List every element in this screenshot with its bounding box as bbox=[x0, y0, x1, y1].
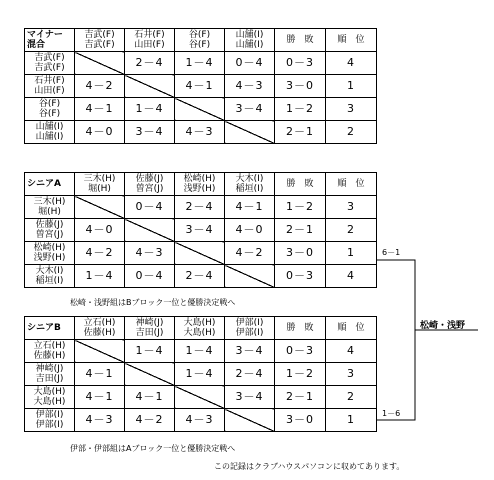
match-score: 4－2 bbox=[75, 242, 125, 265]
match-score: 1－4 bbox=[175, 52, 225, 75]
player-name: 石井(F) bbox=[134, 30, 165, 40]
win-loss-record: 1－2 bbox=[275, 196, 326, 219]
match-score: 0－4 bbox=[225, 52, 275, 75]
match-score: 4－1 bbox=[75, 98, 125, 121]
table-row bbox=[25, 196, 377, 219]
player-name: 伊部(I) bbox=[35, 410, 64, 420]
match-score: 4－0 bbox=[75, 121, 125, 144]
player-name: 大島(H) bbox=[183, 328, 216, 338]
rank-header: 順 位 bbox=[326, 173, 377, 196]
match-score: 1－4 bbox=[175, 363, 225, 386]
self-match-cell bbox=[75, 340, 125, 363]
row-player-header bbox=[25, 219, 75, 242]
block-title-line: シニアB bbox=[27, 323, 61, 333]
player-name: 三木(H) bbox=[83, 174, 116, 184]
table-row bbox=[25, 242, 377, 265]
block-title-line: シニアA bbox=[27, 179, 61, 189]
player-name: 吉武(F) bbox=[34, 53, 65, 63]
player-name: 山舗(I) bbox=[235, 30, 264, 40]
table-row bbox=[25, 386, 377, 409]
record-header: 勝 敗 bbox=[275, 29, 326, 52]
win-loss-record: 1－2 bbox=[275, 98, 326, 121]
rank-header: 順 位 bbox=[326, 317, 377, 340]
player-name: 伊部(I) bbox=[235, 328, 264, 338]
rank: 3 bbox=[326, 196, 377, 219]
record-header: 勝 敗 bbox=[275, 173, 326, 196]
table-row bbox=[25, 98, 377, 121]
player-name: 堀(H) bbox=[88, 184, 111, 194]
win-loss-record: 0－3 bbox=[275, 265, 326, 288]
column-player-header bbox=[225, 29, 275, 52]
round-robin-table-0 bbox=[24, 28, 377, 144]
win-loss-record: 1－2 bbox=[275, 363, 326, 386]
player-name: 堀(H) bbox=[38, 207, 61, 217]
player-name: 三木(H) bbox=[33, 197, 66, 207]
player-name: 谷(F) bbox=[188, 40, 211, 50]
rank: 2 bbox=[326, 121, 377, 144]
final-score-b: 1－6 bbox=[382, 409, 401, 418]
table-row bbox=[25, 265, 377, 288]
player-name: 立石(H) bbox=[83, 318, 116, 328]
table-row bbox=[25, 340, 377, 363]
block-a-note: 松崎・浅野組はBブロック一位と優勝決定戦へ bbox=[70, 298, 236, 307]
column-player-header bbox=[125, 317, 175, 340]
player-name: 伊部(I) bbox=[35, 420, 64, 430]
record-header: 勝 敗 bbox=[275, 317, 326, 340]
row-player-header bbox=[25, 121, 75, 144]
row-player-header bbox=[25, 386, 75, 409]
match-score: 4－2 bbox=[225, 242, 275, 265]
table-header-row bbox=[25, 173, 377, 196]
match-score: 0－4 bbox=[125, 265, 175, 288]
match-score: 1－4 bbox=[125, 340, 175, 363]
player-name: 松崎(H) bbox=[33, 243, 66, 253]
win-loss-record: 2－1 bbox=[275, 219, 326, 242]
block-title bbox=[25, 173, 75, 196]
self-match-cell bbox=[75, 196, 125, 219]
column-player-header bbox=[175, 317, 225, 340]
block-title bbox=[25, 29, 75, 52]
match-score: 2－4 bbox=[175, 196, 225, 219]
player-name: 佐藤(J) bbox=[35, 220, 64, 230]
player-name: 吉田(J) bbox=[135, 328, 164, 338]
final-score-a: 6－1 bbox=[382, 248, 401, 257]
self-match-cell bbox=[125, 363, 175, 386]
match-score: 3－4 bbox=[225, 340, 275, 363]
player-name: 稲垣(I) bbox=[235, 184, 264, 194]
player-name: 吉武(F) bbox=[34, 63, 65, 73]
match-score: 3－4 bbox=[225, 98, 275, 121]
player-name: 吉田(J) bbox=[35, 374, 64, 384]
match-score: 3－4 bbox=[175, 219, 225, 242]
self-match-cell bbox=[75, 52, 125, 75]
rank-header: 順 位 bbox=[326, 29, 377, 52]
row-player-header bbox=[25, 340, 75, 363]
player-name: 吉武(F) bbox=[84, 30, 115, 40]
match-score: 4－3 bbox=[225, 75, 275, 98]
player-name: 石井(F) bbox=[34, 76, 65, 86]
column-player-header bbox=[75, 173, 125, 196]
table-header-row bbox=[25, 317, 377, 340]
win-loss-record: 0－3 bbox=[275, 52, 326, 75]
final-winner: 松崎・浅野 bbox=[420, 321, 466, 331]
table-row bbox=[25, 219, 377, 242]
rank: 4 bbox=[326, 340, 377, 363]
match-score: 4－1 bbox=[75, 363, 125, 386]
column-player-header bbox=[75, 29, 125, 52]
match-score: 4－1 bbox=[175, 75, 225, 98]
self-match-cell bbox=[125, 219, 175, 242]
block-title bbox=[25, 317, 75, 340]
table-header-row bbox=[25, 29, 377, 52]
rank: 2 bbox=[326, 386, 377, 409]
match-score: 4－1 bbox=[75, 386, 125, 409]
block-b-note: 伊部・伊部組はAブロック一位と優勝決定戦へ bbox=[70, 444, 236, 453]
match-score: 4－0 bbox=[75, 219, 125, 242]
table-row bbox=[25, 363, 377, 386]
player-name: 山舗(I) bbox=[235, 40, 264, 50]
block-title-line: 混合 bbox=[27, 40, 46, 50]
player-name: 曽宮(J) bbox=[135, 184, 164, 194]
match-score: 4－3 bbox=[175, 409, 225, 432]
table-row bbox=[25, 52, 377, 75]
win-loss-record: 2－1 bbox=[275, 386, 326, 409]
rank: 1 bbox=[326, 409, 377, 432]
self-match-cell bbox=[225, 409, 275, 432]
player-name: 稲垣(I) bbox=[35, 276, 64, 286]
match-score: 4－3 bbox=[75, 409, 125, 432]
player-name: 佐藤(H) bbox=[33, 351, 66, 361]
win-loss-record: 3－0 bbox=[275, 242, 326, 265]
match-score: 2－4 bbox=[175, 265, 225, 288]
row-player-header bbox=[25, 75, 75, 98]
row-player-header bbox=[25, 196, 75, 219]
rank: 3 bbox=[326, 363, 377, 386]
match-score: 2－4 bbox=[225, 363, 275, 386]
win-loss-record: 0－3 bbox=[275, 340, 326, 363]
row-player-header bbox=[25, 363, 75, 386]
player-name: 松崎(H) bbox=[183, 174, 216, 184]
match-score: 4－3 bbox=[175, 121, 225, 144]
column-player-header bbox=[225, 173, 275, 196]
round-robin-table-1 bbox=[24, 172, 377, 288]
match-score: 1－4 bbox=[125, 98, 175, 121]
round-robin-table-2 bbox=[24, 316, 377, 432]
row-player-header bbox=[25, 52, 75, 75]
column-player-header bbox=[75, 317, 125, 340]
player-name: 山田(F) bbox=[34, 86, 65, 96]
match-score: 4－2 bbox=[75, 75, 125, 98]
rank: 1 bbox=[326, 75, 377, 98]
match-score: 4－3 bbox=[125, 242, 175, 265]
player-name: 谷(F) bbox=[38, 99, 61, 109]
block-title-line: マイナー bbox=[27, 30, 63, 40]
column-player-header bbox=[125, 173, 175, 196]
rank: 3 bbox=[326, 98, 377, 121]
table-row bbox=[25, 409, 377, 432]
player-name: 神崎(J) bbox=[35, 364, 64, 374]
column-player-header bbox=[225, 317, 275, 340]
win-loss-record: 3－0 bbox=[275, 75, 326, 98]
player-name: 大木(I) bbox=[235, 174, 264, 184]
player-name: 吉武(F) bbox=[84, 40, 115, 50]
rank: 2 bbox=[326, 219, 377, 242]
player-name: 浅野(H) bbox=[183, 184, 216, 194]
player-name: 大島(H) bbox=[183, 318, 216, 328]
player-name: 佐藤(J) bbox=[135, 174, 164, 184]
rank: 1 bbox=[326, 242, 377, 265]
match-score: 3－4 bbox=[125, 121, 175, 144]
win-loss-record: 2－1 bbox=[275, 121, 326, 144]
match-score: 4－0 bbox=[225, 219, 275, 242]
player-name: 山舗(I) bbox=[35, 122, 64, 132]
match-score: 4－1 bbox=[225, 196, 275, 219]
column-player-header bbox=[175, 29, 225, 52]
win-loss-record: 3－0 bbox=[275, 409, 326, 432]
row-player-header bbox=[25, 265, 75, 288]
player-name: 曽宮(J) bbox=[35, 230, 64, 240]
footer-note: この記録はクラブハウスパソコンに収めてあります。 bbox=[214, 462, 405, 471]
player-name: 神崎(J) bbox=[135, 318, 164, 328]
player-name: 伊部(I) bbox=[235, 318, 264, 328]
player-name: 大島(H) bbox=[33, 397, 66, 407]
self-match-cell bbox=[125, 75, 175, 98]
self-match-cell bbox=[225, 265, 275, 288]
player-name: 谷(F) bbox=[38, 109, 61, 119]
player-name: 谷(F) bbox=[188, 30, 211, 40]
match-score: 4－1 bbox=[125, 386, 175, 409]
self-match-cell bbox=[175, 98, 225, 121]
row-player-header bbox=[25, 98, 75, 121]
rank: 4 bbox=[326, 265, 377, 288]
player-name: 山舗(I) bbox=[35, 132, 64, 142]
column-player-header bbox=[175, 173, 225, 196]
self-match-cell bbox=[225, 121, 275, 144]
self-match-cell bbox=[175, 242, 225, 265]
match-score: 3－4 bbox=[225, 386, 275, 409]
row-player-header bbox=[25, 409, 75, 432]
player-name: 浅野(H) bbox=[33, 253, 66, 263]
match-score: 4－2 bbox=[125, 409, 175, 432]
player-name: 大島(H) bbox=[33, 387, 66, 397]
column-player-header bbox=[125, 29, 175, 52]
rank: 4 bbox=[326, 52, 377, 75]
match-score: 1－4 bbox=[75, 265, 125, 288]
player-name: 立石(H) bbox=[33, 341, 66, 351]
self-match-cell bbox=[175, 386, 225, 409]
player-name: 大木(I) bbox=[35, 266, 64, 276]
row-player-header bbox=[25, 242, 75, 265]
table-row bbox=[25, 75, 377, 98]
match-score: 2－4 bbox=[125, 52, 175, 75]
match-score: 1－4 bbox=[175, 340, 225, 363]
player-name: 山田(F) bbox=[134, 40, 165, 50]
player-name: 佐藤(H) bbox=[83, 328, 116, 338]
match-score: 0－4 bbox=[125, 196, 175, 219]
table-row bbox=[25, 121, 377, 144]
